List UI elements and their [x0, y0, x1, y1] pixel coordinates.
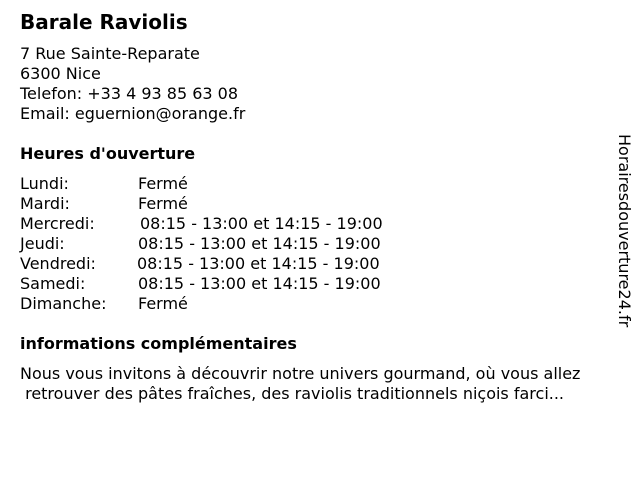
day-hours: Fermé — [138, 194, 188, 213]
day-hours: 08:15 - 13:00 et 14:15 - 19:00 — [140, 214, 383, 233]
day-label: Dimanche: — [20, 294, 107, 313]
day-hours: 08:15 - 13:00 et 14:15 - 19:00 — [137, 254, 380, 273]
description-text — [20, 364, 632, 404]
day-hours: 08:15 - 13:00 et 14:15 - 19:00 — [138, 274, 381, 293]
day-label: Vendredi: — [20, 254, 96, 273]
description-line-2: retrouver des pâtes fraîches, des raviolis traditionnels niçois farci... — [20, 384, 565, 403]
day-label: Lundi: — [20, 174, 69, 193]
day-hours: 08:15 - 13:00 et 14:15 - 19:00 — [138, 234, 381, 253]
day-hours: Fermé — [138, 294, 188, 313]
description-line-1: Nous vous invitons à découvrir notre univers gourmand, où vous allez — [20, 364, 581, 383]
street-address: 7 Rue Sainte-Reparate — [20, 44, 200, 63]
day-label: Mardi: — [20, 194, 70, 213]
day-label: Mercredi: — [20, 214, 95, 233]
email-address: Email: eguernion@orange.fr — [20, 104, 246, 123]
city-address: 6300 Nice — [20, 64, 101, 83]
additional-info-heading: informations complémentaires — [20, 334, 297, 353]
business-name: Barale Raviolis — [20, 10, 188, 34]
day-label: Samedi: — [20, 274, 86, 293]
day-label: Jeudi: — [20, 234, 65, 253]
opening-hours-heading: Heures d'ouverture — [20, 144, 196, 163]
site-watermark: Horairesdouverture24.fr — [615, 134, 634, 328]
day-hours: Fermé — [138, 174, 188, 193]
address-block — [20, 44, 245, 124]
phone-number: Telefon: +33 4 93 85 63 08 — [20, 84, 239, 103]
